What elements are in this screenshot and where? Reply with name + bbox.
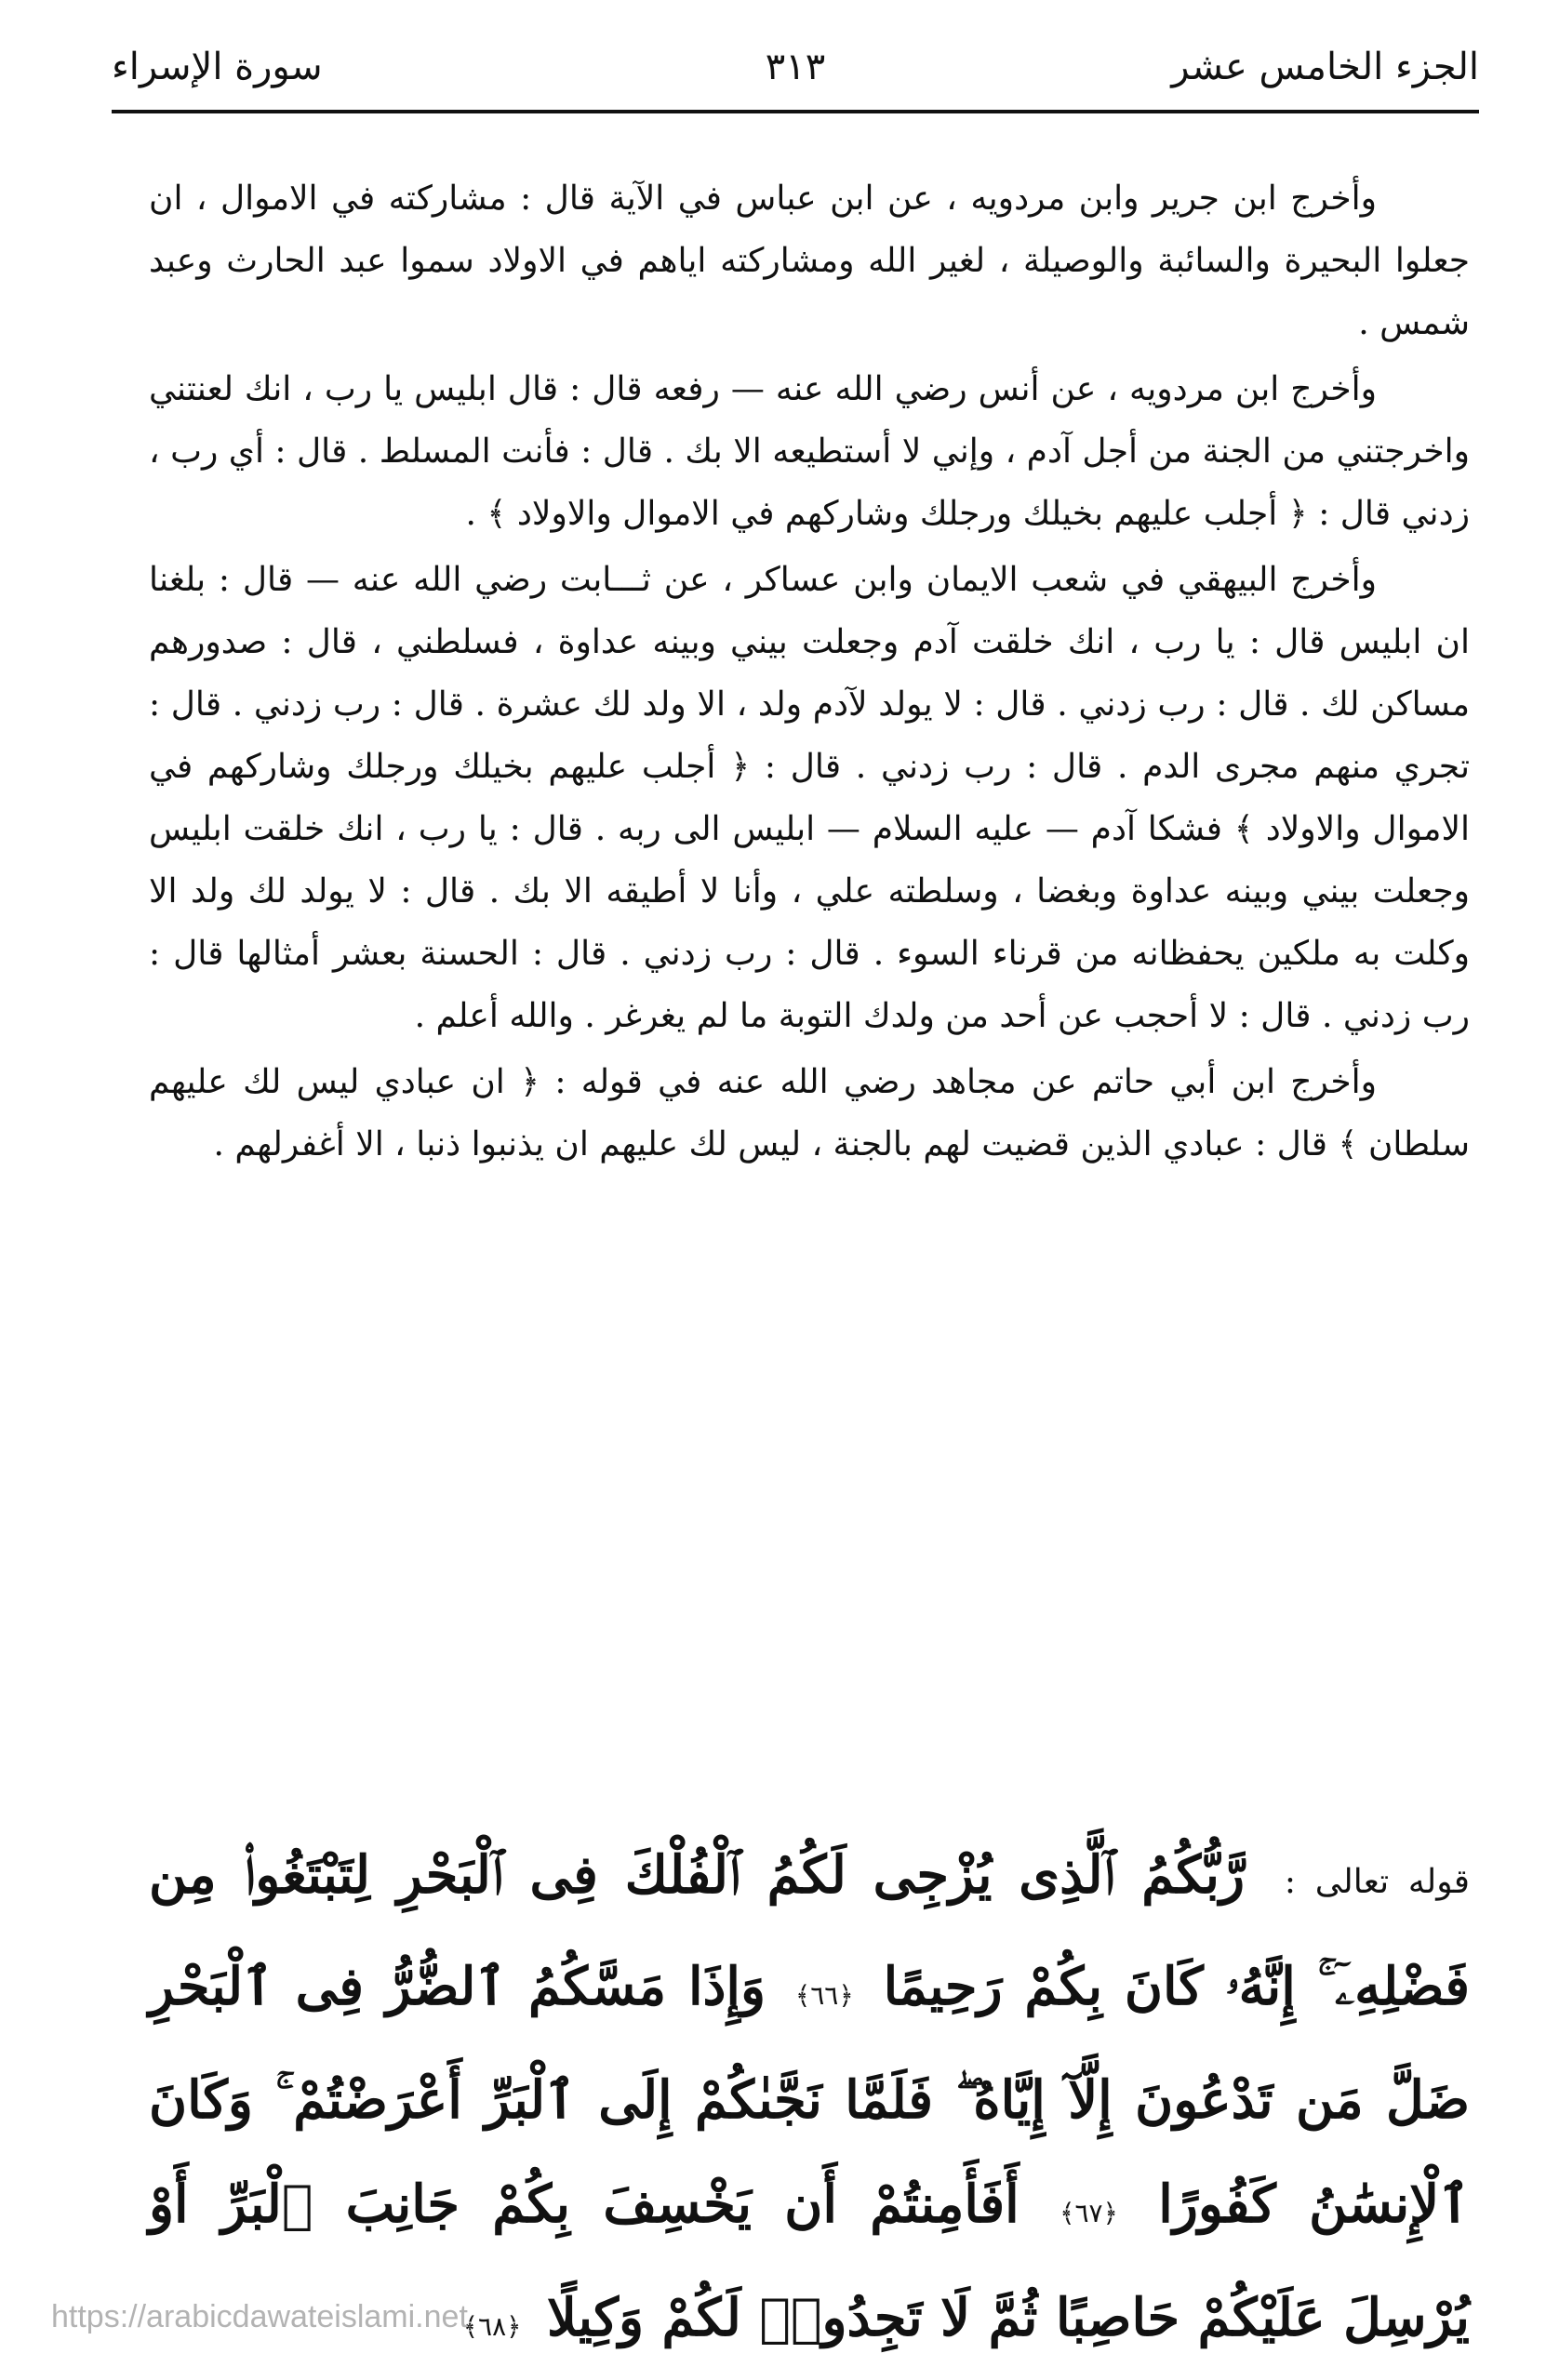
page-number: ٣١٣ xyxy=(765,46,826,88)
verse-text-68: أَفَأَمِنتُمْ أَن يَخْسِفَ بِكُمْ جَانِبَ ٱلْبَرِّ أَوْ يُرْسِلَ عَلَيْكُمْ حَاصِبًا ثُمَّ لَا تَجِدُوا۟ لَكُمْ وَكِيلًا xyxy=(149,2174,1470,2348)
paragraph-mujahid: وأخرج ابن أبي حاتم عن مجاهد رضي الله عنه في قوله : ﴿ ان عبادي ليس لك عليهم سلطان ﴾ قال : عبادي الذين قضيت لهم بالجنة ، ليس لك عليهم ان يذنبوا ذنبا ، الا أغفرلهم . xyxy=(149,1063,1470,1163)
paragraph-ibn-jarir: وأخرج ابن جرير وابن مردويه ، عن ابن عباس في الآية قال : مشاركته في الاموال ، ان جعلوا البحيرة والسائبة والوصيلة ، لغير الله ومشاركته اياهم في الاولاد سموا عبد الحارث وعبد شمس . xyxy=(149,179,1470,342)
running-header xyxy=(112,28,1479,102)
quran-verse-block xyxy=(149,1823,1470,2379)
header-divider xyxy=(112,110,1479,113)
paragraph-anas: وأخرج ابن مردويه ، عن أنس رضي الله عنه — رفعه قال : قال ابليس يا رب ، انك لعنتني واخرجتني من الجنة من أجل آدم ، وإني لا أستطيعه الا بك . قال : فأنت المسلط . قال : أي رب ، زدني قال : ﴿ أجلب عليهم بخيلك ورجلك وشاركهم في الاموال والاولاد ﴾ . xyxy=(149,370,1470,533)
paragraph-bayhaqi: وأخرج البيهقي في شعب الايمان وابن عساكر ، عن ثـــابت رضي الله عنه — قال : بلغنا ان ابليس قال : يا رب ، انك خلقت آدم وجعلت بيني وبينه عداوة ، فسلطني ، قال : صدورهم مساكن لك . قال : رب زدني . قال : لا يولد لآدم ولد ، الا ولد لك عشرة . قال : رب زدني . قال : تجري منهم مجرى الدم . قال : رب زدني . قال : ﴿ أجلب عليهم بخيلك ورجلك وشاركهم في الاموال والاولاد ﴾ فشكا آدم — عليه السلام — ابليس الى ربه . قال : يا رب ، انك خلقت ابليس وجعلت بيني وبينه عداوة وبغضا ، وسلطته علي ، وأنا لا أطيقه الا بك . قال : لا يولد لك ولد الا وكلت به ملكين يحفظانه من قرناء السوء . قال : رب زدني . قال : الحسنة بعشر أمثالها قال : رب زدني . قال : لا أحجب عن أحد من ولدك التوبة ما لم يغرغر . والله أعلم . xyxy=(149,561,1470,1035)
verse-intro: قوله تعالى : xyxy=(1284,1863,1470,1901)
commentary-text xyxy=(149,167,1470,1179)
source-watermark: https://arabicdawateislami.net xyxy=(51,2299,468,2334)
verse-text-67: وَإِذَا مَسَّكُمُ ٱلضُّرُّ فِى ٱلْبَحْرِ ضَلَّ مَن تَدْعُونَ إِلَّآ إِيَّاهُ ۖ فَلَمَّا نَجَّىٰكُمْ إِلَى ٱلْبَرِّ أَعْرَضْتُمْ ۚ وَكَانَ ٱلْإِنسَٰنُ كَفُورًا xyxy=(149,1956,1471,2235)
verse-text-66: رَّبُّكُمُ ٱلَّذِى يُزْجِى لَكُمُ ٱلْفُلْكَ فِى ٱلْبَحْرِ لِتَبْتَغُوا۟ مِن فَضْلِهِۦٓ ۚ إِنَّهُۥ كَانَ بِكُمْ رَحِيمًا xyxy=(149,1844,1471,2017)
ayah-marker-68: ﴿٦٨﴾ xyxy=(462,2311,522,2342)
surah-title: سورة الإسراء xyxy=(112,46,323,88)
ayah-marker-66: ﴿٦٦﴾ xyxy=(794,1980,854,2011)
juz-title: الجزء الخامس عشر xyxy=(1171,46,1479,88)
ayah-marker-67: ﴿٦٧﴾ xyxy=(1060,2198,1118,2228)
